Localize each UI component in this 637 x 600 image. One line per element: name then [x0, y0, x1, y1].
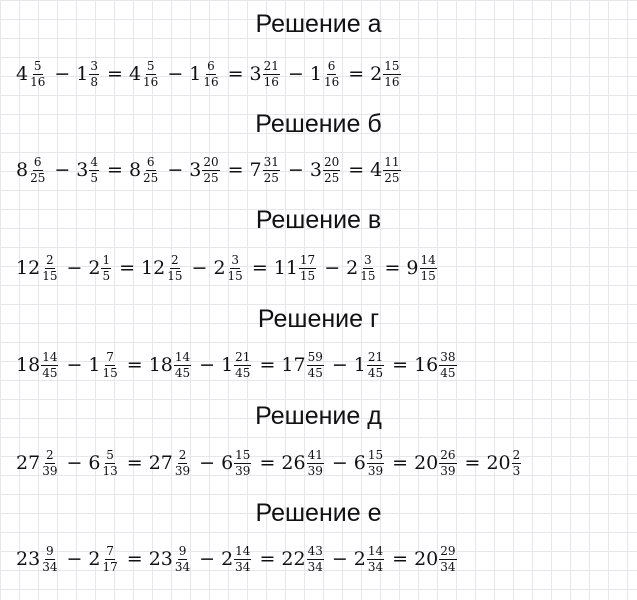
equals-sign: = — [392, 354, 409, 376]
whole-part: 23 — [148, 548, 173, 570]
fraction — [174, 545, 191, 574]
fraction — [383, 60, 400, 89]
whole-part: 18 — [148, 354, 173, 376]
whole-part: 12 — [141, 257, 166, 279]
equals-sign: = — [392, 452, 409, 474]
mixed-number — [16, 156, 48, 185]
numerator: 7 — [106, 543, 114, 558]
denominator: 25 — [203, 170, 219, 185]
minus-sign: − — [287, 159, 304, 181]
mixed-number — [370, 60, 402, 89]
denominator: 15 — [299, 268, 316, 283]
numerator: 5 — [33, 58, 42, 73]
mixed-number — [354, 449, 386, 478]
whole-part: 1 — [221, 354, 234, 376]
mixed-number — [149, 351, 193, 380]
mixed-number — [189, 60, 221, 89]
fraction — [166, 254, 183, 283]
whole-part: 4 — [16, 63, 29, 85]
equals-sign: = — [259, 548, 276, 570]
mixed-number — [76, 60, 101, 89]
equation-d — [16, 443, 523, 483]
fraction — [41, 254, 58, 283]
minus-sign: − — [331, 548, 348, 570]
fraction — [174, 351, 191, 380]
denominator: 16 — [323, 74, 340, 89]
whole-part: 1 — [76, 63, 89, 85]
equals-sign: = — [259, 354, 276, 376]
numerator: 15 — [367, 447, 384, 462]
numerator: 6 — [146, 154, 155, 169]
numerator: 17 — [299, 252, 316, 267]
mixed-number — [414, 545, 458, 574]
numerator: 3 — [231, 252, 239, 267]
fraction — [439, 351, 456, 380]
numerator: 6 — [33, 154, 42, 169]
minus-sign: − — [331, 354, 348, 376]
numerator: 43 — [307, 543, 323, 558]
mixed-number — [149, 545, 193, 574]
mixed-number — [250, 156, 282, 185]
whole-part: 9 — [406, 257, 419, 279]
denominator: 39 — [367, 463, 384, 478]
numerator: 21 — [235, 349, 251, 364]
denominator: 16 — [384, 74, 400, 89]
numerator: 1 — [102, 252, 111, 267]
numerator: 4 — [90, 154, 99, 169]
whole-part: 3 — [76, 159, 89, 181]
mixed-number — [221, 351, 253, 380]
denominator: 8 — [90, 74, 99, 89]
mixed-number — [414, 351, 458, 380]
mixed-number — [88, 545, 120, 574]
mixed-number — [189, 156, 221, 185]
whole-part: 2 — [346, 257, 359, 279]
numerator: 9 — [46, 543, 54, 558]
fraction — [202, 60, 219, 89]
fraction — [41, 449, 58, 478]
fraction — [383, 156, 400, 185]
whole-part: 6 — [221, 452, 234, 474]
numerator: 59 — [307, 349, 323, 364]
equals-sign: = — [259, 452, 276, 474]
equals-sign: = — [107, 63, 123, 85]
numerator: 14 — [367, 543, 384, 558]
mixed-number — [149, 449, 193, 478]
numerator: 41 — [307, 447, 323, 462]
denominator: 45 — [174, 365, 191, 380]
denominator: 45 — [440, 365, 456, 380]
minus-sign: − — [199, 452, 216, 474]
fraction — [174, 449, 191, 478]
whole-part: 8 — [16, 159, 29, 181]
numerator: 6 — [327, 58, 336, 73]
equation-e — [16, 539, 459, 579]
fraction — [142, 156, 159, 185]
fraction — [101, 351, 118, 380]
whole-part: 18 — [16, 354, 41, 376]
denominator: 25 — [30, 170, 46, 185]
equals-sign: = — [126, 452, 143, 474]
fraction — [142, 60, 159, 89]
solution-heading-a: Решение а — [255, 10, 382, 38]
whole-part: 1 — [309, 63, 322, 85]
mixed-number — [274, 254, 318, 283]
mixed-number — [88, 254, 113, 283]
whole-part: 20 — [414, 452, 439, 474]
mixed-number — [129, 156, 161, 185]
mixed-number — [354, 545, 386, 574]
mixed-number — [310, 156, 342, 185]
fraction — [512, 449, 522, 478]
numerator: 15 — [235, 447, 251, 462]
fraction — [323, 60, 340, 89]
fraction — [263, 156, 280, 185]
mixed-number — [129, 60, 161, 89]
mixed-number — [370, 156, 402, 185]
solution-heading-d: Решение д — [255, 402, 382, 430]
denominator: 16 — [203, 74, 219, 89]
fraction — [367, 449, 384, 478]
denominator: 17 — [102, 559, 118, 574]
whole-part: 27 — [16, 452, 41, 474]
fraction — [101, 545, 118, 574]
fraction — [263, 60, 280, 89]
denominator: 45 — [235, 365, 251, 380]
denominator: 34 — [307, 559, 323, 574]
mixed-number — [281, 449, 325, 478]
fraction — [307, 545, 324, 574]
numerator: 2 — [46, 252, 54, 267]
whole-part: 17 — [281, 354, 306, 376]
fraction — [234, 449, 251, 478]
minus-sign: − — [54, 159, 71, 181]
whole-part: 16 — [414, 354, 439, 376]
numerator: 11 — [384, 154, 400, 169]
mixed-number — [486, 449, 523, 478]
minus-sign: − — [199, 548, 216, 570]
numerator: 14 — [420, 252, 436, 267]
denominator: 3 — [512, 463, 521, 478]
fraction — [89, 60, 99, 89]
denominator: 39 — [235, 463, 251, 478]
denominator: 34 — [367, 559, 384, 574]
minus-sign: − — [167, 159, 184, 181]
numerator: 2 — [512, 447, 521, 462]
mixed-number — [88, 449, 120, 478]
denominator: 15 — [360, 268, 376, 283]
fraction — [367, 545, 384, 574]
mixed-number — [16, 449, 60, 478]
whole-part: 27 — [148, 452, 173, 474]
denominator: 39 — [307, 463, 323, 478]
denominator: 15 — [227, 268, 243, 283]
fraction — [89, 156, 99, 185]
minus-sign: − — [324, 257, 341, 279]
denominator: 45 — [307, 365, 323, 380]
numerator: 38 — [440, 349, 456, 364]
denominator: 39 — [174, 463, 191, 478]
mixed-number — [213, 254, 245, 283]
whole-part: 12 — [16, 257, 41, 279]
fraction — [420, 254, 437, 283]
fraction — [202, 156, 219, 185]
denominator: 25 — [384, 170, 400, 185]
numerator: 5 — [146, 58, 155, 73]
numerator: 2 — [178, 447, 187, 462]
numerator: 14 — [174, 349, 191, 364]
numerator: 20 — [203, 154, 219, 169]
fraction — [234, 351, 251, 380]
denominator: 13 — [102, 463, 118, 478]
denominator: 39 — [440, 463, 456, 478]
equals-sign: = — [126, 548, 143, 570]
mixed-number — [16, 351, 60, 380]
numerator: 21 — [263, 58, 279, 73]
denominator: 25 — [263, 170, 279, 185]
fraction — [41, 545, 58, 574]
solution-heading-g: Решение г — [257, 305, 380, 333]
whole-part: 2 — [88, 257, 101, 279]
denominator: 16 — [143, 74, 159, 89]
denominator: 15 — [420, 268, 436, 283]
fraction — [323, 156, 340, 185]
whole-part: 22 — [281, 548, 306, 570]
denominator: 34 — [174, 559, 191, 574]
whole-part: 7 — [249, 159, 262, 181]
solution-heading-e: Решение е — [255, 499, 382, 527]
numerator: 20 — [323, 154, 340, 169]
mixed-number — [250, 60, 282, 89]
denominator: 34 — [42, 559, 58, 574]
numerator: 7 — [106, 349, 114, 364]
whole-part: 2 — [213, 257, 226, 279]
denominator: 16 — [263, 74, 279, 89]
equals-sign: = — [119, 257, 136, 279]
whole-part: 3 — [189, 159, 202, 181]
fraction — [307, 449, 324, 478]
minus-sign: − — [66, 548, 83, 570]
mixed-number — [221, 545, 253, 574]
denominator: 45 — [367, 365, 384, 380]
numerator: 9 — [178, 543, 187, 558]
mixed-number — [414, 449, 458, 478]
numerator: 2 — [171, 252, 179, 267]
numerator: 26 — [440, 447, 456, 462]
whole-part: 20 — [414, 548, 439, 570]
fraction — [29, 156, 46, 185]
whole-part: 1 — [189, 63, 202, 85]
mixed-number — [354, 351, 386, 380]
denominator: 15 — [167, 268, 183, 283]
minus-sign: − — [287, 63, 304, 85]
denominator: 16 — [30, 74, 46, 89]
denominator: 5 — [90, 170, 99, 185]
equals-sign: = — [251, 257, 268, 279]
numerator: 6 — [207, 58, 215, 73]
fraction — [101, 254, 111, 283]
numerator: 15 — [384, 58, 400, 73]
whole-part: 3 — [309, 159, 322, 181]
numerator: 3 — [90, 58, 99, 73]
numerator: 14 — [235, 543, 251, 558]
fraction — [307, 351, 324, 380]
equals-sign: = — [227, 63, 244, 85]
denominator: 5 — [102, 268, 111, 283]
equals-sign: = — [126, 354, 143, 376]
numerator: 21 — [367, 349, 384, 364]
fraction — [41, 351, 58, 380]
numerator: 31 — [263, 154, 279, 169]
whole-part: 26 — [281, 452, 306, 474]
mixed-number — [221, 449, 253, 478]
denominator: 34 — [440, 559, 456, 574]
denominator: 15 — [42, 268, 58, 283]
whole-part: 4 — [370, 159, 383, 181]
minus-sign: − — [167, 63, 184, 85]
fraction — [367, 351, 384, 380]
mixed-number — [346, 254, 378, 283]
equation-v — [16, 248, 439, 288]
whole-part: 6 — [353, 452, 366, 474]
minus-sign: − — [66, 354, 83, 376]
equals-sign: = — [107, 159, 123, 181]
whole-part: 1 — [88, 354, 101, 376]
equation-b — [16, 150, 403, 190]
whole-part: 2 — [370, 63, 383, 85]
fraction — [439, 545, 456, 574]
fraction — [299, 254, 316, 283]
whole-part: 11 — [273, 257, 298, 279]
solution-heading-v: Решение в — [255, 206, 382, 234]
mixed-number — [310, 60, 342, 89]
minus-sign: − — [331, 452, 348, 474]
minus-sign: − — [191, 257, 208, 279]
minus-sign: − — [199, 354, 216, 376]
whole-part: 2 — [353, 548, 366, 570]
equation-a — [16, 54, 403, 94]
mixed-number — [16, 254, 60, 283]
solution-heading-b: Решение б — [255, 110, 382, 138]
denominator: 25 — [143, 170, 159, 185]
minus-sign: − — [66, 257, 83, 279]
numerator: 2 — [46, 447, 54, 462]
numerator: 5 — [106, 447, 114, 462]
equals-sign: = — [348, 159, 365, 181]
mixed-number — [281, 545, 325, 574]
numerator: 14 — [42, 349, 58, 364]
minus-sign: − — [54, 63, 71, 85]
whole-part: 2 — [88, 548, 101, 570]
numerator: 29 — [440, 543, 456, 558]
minus-sign: − — [66, 452, 83, 474]
denominator: 25 — [323, 170, 340, 185]
equals-sign: = — [384, 257, 401, 279]
fraction — [234, 545, 251, 574]
mixed-number — [141, 254, 185, 283]
whole-part: 4 — [128, 63, 142, 85]
mixed-number — [88, 351, 120, 380]
denominator: 34 — [235, 559, 251, 574]
mixed-number — [16, 545, 60, 574]
denominator: 15 — [102, 365, 118, 380]
equals-sign: = — [348, 63, 365, 85]
whole-part: 8 — [128, 159, 142, 181]
fraction — [227, 254, 244, 283]
equation-g — [16, 345, 459, 385]
numerator: 3 — [364, 252, 372, 267]
fraction — [101, 449, 118, 478]
denominator: 45 — [42, 365, 58, 380]
fraction — [29, 60, 46, 89]
fraction — [359, 254, 376, 283]
whole-part: 1 — [353, 354, 366, 376]
mixed-number — [406, 254, 438, 283]
equals-sign: = — [464, 452, 481, 474]
mixed-number — [76, 156, 101, 185]
whole-part: 3 — [249, 63, 262, 85]
equals-sign: = — [392, 548, 409, 570]
fraction — [439, 449, 456, 478]
whole-part: 6 — [88, 452, 101, 474]
mixed-number — [16, 60, 48, 89]
whole-part: 2 — [221, 548, 234, 570]
whole-part: 23 — [16, 548, 41, 570]
whole-part: 20 — [486, 452, 511, 474]
mixed-number — [281, 351, 325, 380]
equals-sign: = — [227, 159, 244, 181]
denominator: 39 — [42, 463, 58, 478]
